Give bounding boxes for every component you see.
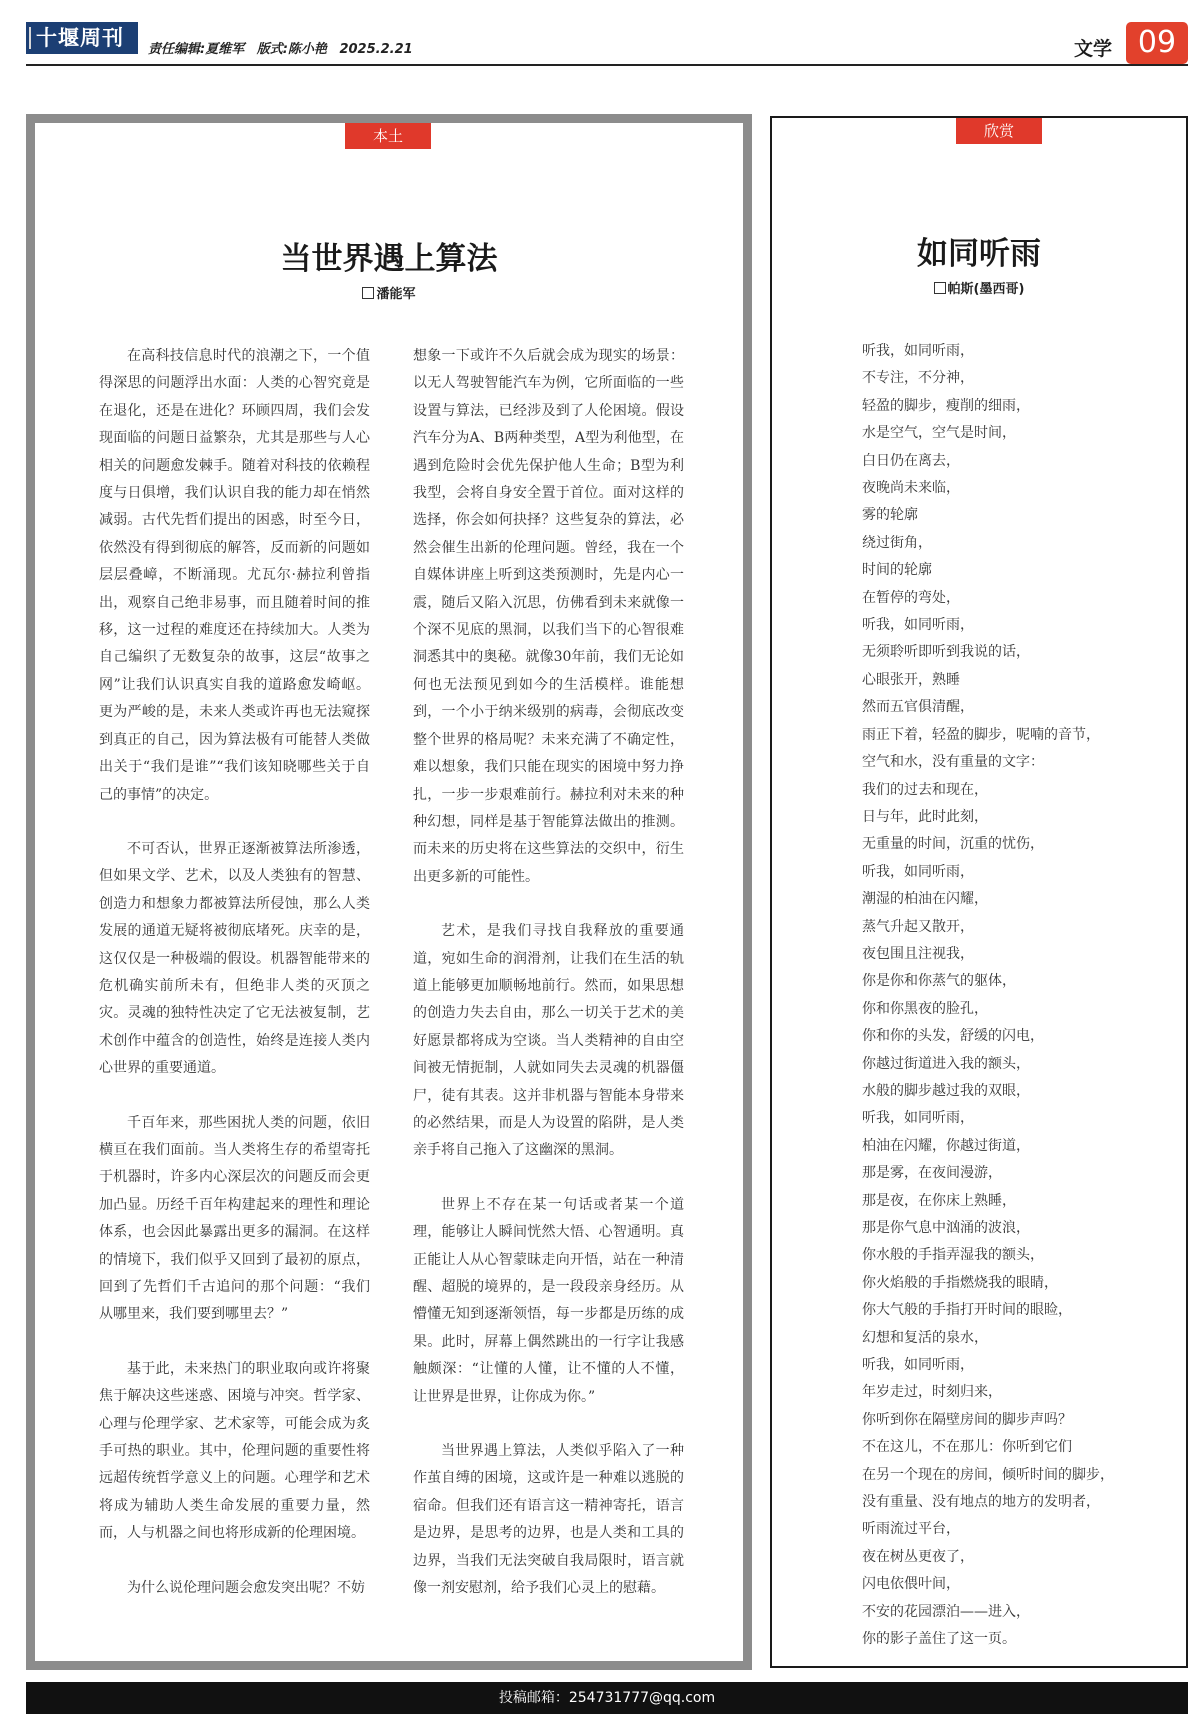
poem-line: 不专注，不分神，	[862, 370, 974, 387]
poem-line: 你听到你在隔壁房间的脚步声吗？	[862, 1411, 1072, 1428]
poem-line: 水般的脚步越过我的双眼，	[862, 1082, 1030, 1099]
poem-line: 你和你的头发，舒缓的闪电，	[862, 1028, 1044, 1045]
paragraph: 为什么说伦理问题会愈发突出呢？不妨	[127, 1579, 365, 1596]
page-number-badge: 09	[1126, 22, 1188, 64]
paragraph: 想象一下或许不久后就会成为现实的场景：以无人驾驶智能汽车为例，它所面临的一些设置与算法，已经涉及到了人伦困境。假设汽车分为A、B两种类型，A型为利他型，在遇到危险时会优先保护他人生命；B型为利我型，会将自身安全置于首位。面对这样的选择，你会如何抉择？这些复杂的算法，必然会催生出新的伦理问题。曾经，我在一个自媒体讲座上听到这类预测时，先是内心一震，随后又陷入沉思，仿佛看到未来就像一个深不见底的黑洞，以我们当下的心智很难洞悉其中的奥秘。就像30年前，我们无论如何也无法预见到如今的生活模样。谁能想到，一个小于纳米级别的病毒，会彻底改变整个世界的格局呢？未来充满了不确定性，难以想象，我们只能在现实的困境中努力挣扎，一步一步艰难前行。赫拉利对未来的种种幻想，同样是基于智能算法做出的推测。而未来的历史将在这些算法的交织中，衍生出更多新的可能性。	[413, 348, 684, 885]
issue-date: 2025.2.21	[339, 42, 413, 57]
poem-line: 没有重量、没有地点的地方的发明者，	[862, 1494, 1100, 1511]
poem-line: 日与年，此时此刻，	[862, 808, 988, 825]
poem-line: 雾的轮廓	[862, 507, 918, 524]
article-title: 当世界遇上算法	[280, 241, 498, 277]
editorial-info	[148, 38, 421, 57]
poem-line: 听我，如同听雨，	[862, 1110, 974, 1127]
poem-line: 在另一个现在的房间，倾听时间的脚步，	[862, 1466, 1114, 1483]
poem-line: 听我，如同听雨，	[862, 343, 974, 359]
poem-line: 心眼张开，熟睡	[862, 671, 960, 688]
poem-line: 白日仍在离去，	[862, 452, 960, 469]
left-article-frame	[26, 114, 752, 1670]
poem-byline	[772, 278, 1186, 297]
poem-line: 绕过街角，	[862, 534, 932, 551]
poem-line: 时间的轮廓	[862, 562, 932, 579]
editor-credit: 责任编辑:夏维军	[148, 42, 245, 57]
poem-line: 柏油在闪耀，你越过街道，	[862, 1137, 1030, 1154]
article-column-1	[99, 343, 370, 1629]
left-article	[35, 123, 743, 1661]
paragraph: 不可否认，世界正逐渐被算法所渗透，但如果文学、艺术，以及人类独有的智慧、创造力和想象力都被算法所侵蚀，那么人类发展的通道无疑将被彻底堵死。庆幸的是，这仅仅是一种极端的假设。机器智能带来的危机确实前所未有，但绝非人类的灭顶之灾。灵魂的独特性决定了它无法被复制，艺术创作中蕴含的创造性，始终是连接人类内心世界的重要通道。	[99, 840, 370, 1077]
poem-line: 你越过街道进入我的额头，	[862, 1055, 1030, 1072]
poem-line: 夜晚尚未来临，	[862, 480, 960, 497]
poem-line: 然而五官俱清醒，	[862, 699, 974, 716]
poem-line: 年岁走过，时刻归来，	[862, 1384, 1002, 1401]
paragraph: 世界上不存在某一句话或者某一个道理，能够让人瞬间恍然大悟、心智通明。真正能让人从心智蒙昧走向开悟，站在一种清醒、超脱的境界的，是一段段亲身经历。从懵懂无知到逐渐领悟，每一步都是历练的成果。此时，屏幕上偶然跳出的一行字让我感触颇深：“让懂的人懂，让不懂的人不懂，让世界是世界，让你成为你。”	[413, 1196, 684, 1405]
paragraph: 在高科技信息时代的浪潮之下，一个值得深思的问题浮出水面：人类的心智究竟是在退化，还是在进化？环顾四周，我们会发现面临的问题日益繁杂，尤其是那些与人心相关的问题愈发棘手。随着对科技的依赖程度与日俱增，我们认识自我的能力却在悄然减弱。古代先哲们提出的困惑，时至今日，依然没有得到彻底的解答，反而新的问题如层层叠嶂，不断涌现。尤瓦尔·赫拉利曾指出，观察自己绝非易事，而且随着时间的推移，这一过程的难度还在持续加大。人类为自己编织了无数复杂的故事，这层“故事之网”让我们认识真实自我的道路愈发崎岖。更为严峻的是，未来人类或许再也无法窥探到真正的自己，因为算法极有可能替人类做出关于“我们是谁”“我们该知晓哪些关于自己的事情”的决定。	[99, 348, 370, 803]
poem-line: 不在这儿，不在那儿：你听到它们	[862, 1439, 1072, 1456]
column-tag: 本土	[345, 123, 431, 149]
layout-credit: 版式:陈小艳	[256, 42, 327, 57]
poem-line: 在暂停的弯处，	[862, 589, 960, 606]
poem-line: 你火焰般的手指燃烧我的眼睛，	[862, 1274, 1058, 1291]
poem-line: 你是你和你蒸气的躯体，	[862, 973, 1016, 990]
poem-line: 你和你黑夜的脸孔，	[862, 1000, 988, 1017]
poem-line: 无重量的时间，沉重的忧伤，	[862, 836, 1044, 853]
poem-line: 空气和水，没有重量的文字：	[862, 754, 1044, 771]
poem-line: 闪电依偎叶间，	[862, 1576, 960, 1593]
poem-line: 无须聆听即听到我说的话，	[862, 644, 1030, 661]
author-name: 潘能军	[376, 287, 416, 302]
article-column-2	[413, 343, 684, 1629]
poem-line: 你大气般的手指打开时间的眼睑，	[862, 1302, 1072, 1319]
newspaper-logo: 十堰周刊	[26, 22, 138, 54]
column-tag: 欣赏	[956, 118, 1042, 144]
poem-line: 那是夜，在你床上熟睡，	[862, 1192, 1016, 1209]
masthead	[26, 22, 1188, 66]
poem-line: 水是空气，空气是时间，	[862, 425, 1016, 442]
section-title: 文学	[1073, 38, 1112, 60]
author-name: 帕斯(墨西哥)	[947, 282, 1025, 297]
byline-box-icon	[362, 287, 374, 299]
right-article	[770, 116, 1188, 1668]
article-byline	[35, 283, 743, 302]
poem-body	[862, 338, 1162, 1654]
paragraph: 艺术，是我们寻找自我释放的重要通道，宛如生命的润滑剂，让我们在生活的轨道上能够更加顺畅地前行。然而，如果思想的创造力失去自由，那么一切关于艺术的美好愿景都将成为空谈。当人类精神的自由空间被无情扼制，人就如同失去灵魂的机器僵尸，徒有其表。这并非机器与智能本身带来的必然结果，而是人为设置的陷阱，是人类亲手将自己拖入了这幽深的黑洞。	[413, 923, 684, 1159]
poem-line: 听我，如同听雨，	[862, 617, 974, 634]
footer-bar	[26, 1682, 1188, 1714]
poem-line: 听我，如同听雨，	[862, 1357, 974, 1374]
poem-line: 夜在树丛更夜了，	[862, 1548, 974, 1565]
poem-line: 你的影子盖住了这一页。	[862, 1631, 1016, 1648]
poem-line: 幻想和复活的泉水，	[862, 1329, 988, 1346]
byline-box-icon	[934, 282, 946, 294]
poem-line: 潮湿的柏油在闪耀，	[862, 891, 988, 908]
poem-line: 蒸气升起又散开，	[862, 918, 974, 935]
poem-line: 你水般的手指弄湿我的额头，	[862, 1247, 1044, 1264]
poem-line: 轻盈的脚步，瘦削的细雨，	[862, 397, 1030, 414]
poem-line: 那是雾，在夜间漫游，	[862, 1165, 1002, 1182]
poem-line: 不安的花园漂泊——进入，	[862, 1603, 1030, 1620]
poem-line: 听雨流过平台，	[862, 1521, 960, 1538]
submission-email: 投稿邮箱：254731777@qq.com	[498, 1690, 716, 1706]
poem-line: 夜包围且注视我，	[862, 945, 974, 962]
paragraph: 当世界遇上算法，人类似乎陷入了一种作茧自缚的困境，这或许是一种难以逃脱的宿命。但我们还有语言这一精神寄托，语言是边界，是思考的边界，也是人类和工具的边界，当我们无法突破自我局限时，语言就像一剂安慰剂，给予我们心灵上的慰藉。	[413, 1443, 684, 1597]
poem-line: 雨正下着，轻盈的脚步，呢喃的音节，	[862, 726, 1100, 743]
poem-title: 如同听雨	[917, 236, 1041, 272]
poem-line: 那是你气息中汹涌的波浪，	[862, 1220, 1030, 1236]
paragraph: 基于此，未来热门的职业取向或许将聚焦于解决这些迷惑、困境与冲突。哲学家、心理与伦理学家、艺术家等，可能会成为炙手可热的职业。其中，伦理问题的重要性将远超传统哲学意义上的问题。心理学和艺术将成为辅助人类生命发展的重要力量，然而，人与机器之间也将形成新的伦理困境。	[99, 1360, 370, 1542]
paragraph: 千百年来，那些困扰人类的问题，依旧横亘在我们面前。当人类将生存的希望寄托于机器时，许多内心深层次的问题反而会更加凸显。历经千百年构建起来的理性和理论体系，也会因此暴露出更多的漏洞。在这样的情境下，我们似乎又回到了最初的原点，回到了先哲们千古追问的那个问题：“我们从哪里来，我们要到哪里去？”	[99, 1114, 370, 1323]
poem-line: 我们的过去和现在，	[862, 781, 988, 798]
header-divider	[26, 64, 1188, 66]
poem-line: 听我，如同听雨，	[862, 863, 974, 880]
